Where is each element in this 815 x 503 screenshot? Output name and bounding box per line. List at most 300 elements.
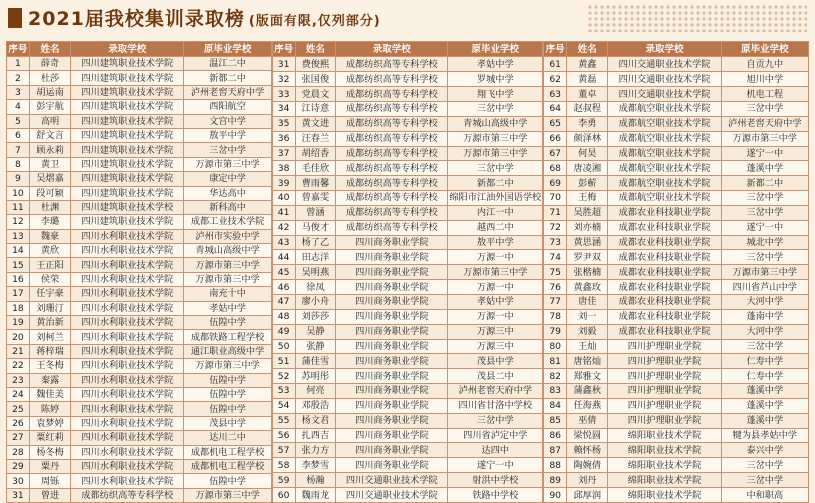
no-cell: 66 (544, 131, 567, 146)
name-cell: 粟红莉 (29, 431, 70, 445)
table-row (7, 244, 272, 258)
name-cell: 杜渊 (29, 200, 70, 214)
origin-school-cell: 通江职业高级中学 (184, 344, 271, 358)
column-header-origin: 原毕业学校 (448, 42, 543, 57)
table-row (7, 272, 272, 286)
name-cell: 胡绍香 (295, 146, 336, 161)
table-header-row (544, 42, 809, 57)
origin-school-cell: 铁路中学校 (448, 487, 543, 502)
name-cell: 吴明燕 (295, 265, 336, 280)
no-cell: 16 (7, 272, 30, 286)
no-cell: 40 (272, 191, 295, 206)
no-cell: 61 (544, 57, 567, 72)
table-row (7, 474, 272, 488)
name-cell: 汪春兰 (295, 131, 336, 146)
table-row (544, 176, 809, 191)
name-cell: 袁梦婷 (29, 416, 70, 430)
no-cell: 19 (7, 316, 30, 330)
table-row (544, 131, 809, 146)
table-row (272, 280, 543, 295)
table-row (272, 384, 543, 399)
name-cell: 王灿 (567, 339, 608, 354)
table-row (7, 143, 272, 157)
admitted-school-cell: 四川商务职业学院 (336, 339, 448, 354)
origin-school-cell: 伍隍中学 (184, 387, 271, 401)
admitted-school-cell: 成都纺织高等专科学校 (336, 161, 448, 176)
origin-school-cell: 罗城中学 (448, 72, 543, 87)
column-header-admitted: 录取学校 (608, 42, 721, 57)
admitted-school-cell: 四川建筑职业技术学院 (71, 172, 184, 186)
name-cell: 刘莎莎 (295, 309, 336, 324)
no-cell: 52 (272, 369, 295, 384)
name-cell: 赵叔程 (567, 102, 608, 117)
origin-school-cell: 成都工业技术学院 (184, 215, 271, 229)
table-row (272, 235, 543, 250)
admitted-school-cell: 成都农业科技职业学院 (608, 250, 721, 265)
table-row (7, 114, 272, 128)
origin-school-cell: 蓬溪中学 (721, 413, 808, 428)
admitted-school-cell: 四川商务职业学院 (336, 294, 448, 309)
origin-school-cell: 蓬溪中学 (721, 398, 808, 413)
name-cell: 刘一 (567, 309, 608, 324)
name-cell: 田志洋 (295, 250, 336, 265)
name-cell: 扎西吉 (295, 428, 336, 443)
table-row (544, 473, 809, 488)
table-row (544, 102, 809, 117)
name-cell: 刘柯兰 (29, 330, 70, 344)
origin-school-cell: 泸州老窖天府中学 (448, 384, 543, 399)
admitted-school-cell: 成都农业科技职业学院 (608, 205, 721, 220)
table-row (544, 354, 809, 369)
no-cell: 9 (7, 172, 30, 186)
admitted-school-cell: 成都农业科技职业学院 (608, 324, 721, 339)
table-row (7, 57, 272, 71)
no-cell: 83 (544, 384, 567, 399)
admitted-school-cell: 四川建筑职业技术学院 (71, 71, 184, 85)
table-row (7, 445, 272, 459)
origin-school-cell: 伍隍中学 (184, 402, 271, 416)
admitted-school-cell: 成都纺织高等专科学校 (336, 205, 448, 220)
no-cell: 38 (272, 161, 295, 176)
name-cell: 唐凌湘 (567, 161, 608, 176)
table-row (272, 131, 543, 146)
table-row (272, 473, 543, 488)
no-cell: 76 (544, 280, 567, 295)
no-cell: 1 (7, 57, 30, 71)
origin-school-cell: 犍为县孝姑中学 (721, 428, 808, 443)
name-cell: 陶婉倩 (567, 458, 608, 473)
admitted-school-cell: 成都纺织高等专科学校 (71, 488, 184, 502)
no-cell: 47 (272, 294, 295, 309)
no-cell: 71 (544, 205, 567, 220)
admitted-school-cell: 四川护理职业学院 (608, 354, 721, 369)
column-header-name: 姓名 (29, 42, 70, 57)
table-row (544, 280, 809, 295)
origin-school-cell: 万源市第三中学 (721, 131, 808, 146)
admitted-school-cell: 成都纺织高等专科学校 (336, 72, 448, 87)
origin-school-cell: 三岔中学 (721, 191, 808, 206)
origin-school-cell: 蓬溪中学 (721, 161, 808, 176)
table-row (544, 265, 809, 280)
origin-school-cell: 三岔中学 (448, 161, 543, 176)
table-row (7, 431, 272, 445)
no-cell: 20 (7, 330, 30, 344)
admitted-school-cell: 四川商务职业学院 (336, 250, 448, 265)
no-cell: 46 (272, 280, 295, 295)
table-row (7, 157, 272, 171)
admitted-school-cell: 成都农业科技职业学院 (608, 280, 721, 295)
origin-school-cell: 成都机电工程学校 (184, 445, 271, 459)
name-cell: 杨文君 (295, 413, 336, 428)
admitted-school-cell: 四川水利职业技术学院 (71, 402, 184, 416)
table-row (544, 339, 809, 354)
origin-school-cell: 万源一中 (448, 309, 543, 324)
name-cell: 杨瀚 (295, 473, 336, 488)
origin-school-cell: 遂宁一中 (721, 220, 808, 235)
name-cell: 黄思涵 (567, 235, 608, 250)
name-cell: 侯荣 (29, 272, 70, 286)
origin-school-cell: 伍隍中学 (184, 373, 271, 387)
table-row (7, 287, 272, 301)
origin-school-cell: 三岔中学 (448, 102, 543, 117)
no-cell: 13 (7, 229, 30, 243)
table-row (544, 369, 809, 384)
name-cell: 彭蕲 (567, 176, 608, 191)
origin-school-cell: 遂宁一中 (448, 458, 543, 473)
column-header-admitted: 录取学校 (336, 42, 448, 57)
admitted-school-cell: 四川水利职业技术学院 (71, 316, 184, 330)
no-cell: 58 (272, 458, 295, 473)
table-row (544, 309, 809, 324)
origin-school-cell: 万源市第三中学 (721, 265, 808, 280)
table-row (544, 458, 809, 473)
table-row (544, 487, 809, 502)
table-row (7, 316, 272, 330)
origin-school-cell: 四川省芦山中学 (721, 280, 808, 295)
no-cell: 29 (7, 459, 30, 473)
admitted-school-cell: 绵阳职业技术学院 (608, 458, 721, 473)
table-row (272, 205, 543, 220)
table-row (544, 428, 809, 443)
origin-school-cell: 泸州老窖天府中学 (184, 85, 271, 99)
origin-school-cell: 新都二中 (448, 176, 543, 191)
admitted-school-cell: 四川护理职业学院 (608, 398, 721, 413)
name-cell: 蒲佳雪 (295, 354, 336, 369)
name-cell: 任海燕 (567, 398, 608, 413)
admitted-school-cell: 成都纺织高等专科学校 (336, 131, 448, 146)
admitted-school-cell: 四川水利职业技术学院 (71, 330, 184, 344)
name-cell: 赖怀杨 (567, 443, 608, 458)
origin-school-cell: 三岔中学 (184, 143, 271, 157)
no-cell: 18 (7, 301, 30, 315)
origin-school-cell: 四川省泸定中学 (448, 428, 543, 443)
admitted-school-cell: 四川建筑职业技术学院 (71, 186, 184, 200)
origin-school-cell: 大河中学 (721, 324, 808, 339)
admitted-school-cell: 成都纺织高等专科学校 (336, 146, 448, 161)
name-cell: 刘丹 (567, 473, 608, 488)
name-cell: 党晨文 (295, 87, 336, 102)
no-cell: 39 (272, 176, 295, 191)
table-row (272, 428, 543, 443)
no-cell: 51 (272, 354, 295, 369)
column-header-admitted: 录取学校 (71, 42, 184, 57)
column-header-name: 姓名 (295, 42, 336, 57)
admitted-school-cell: 成都农业科技职业学院 (608, 235, 721, 250)
admitted-school-cell: 四川建筑职业技术学院 (71, 114, 184, 128)
admitted-school-cell: 四川护理职业学院 (608, 413, 721, 428)
admitted-school-cell: 四川护理职业学院 (608, 384, 721, 399)
no-cell: 87 (544, 443, 567, 458)
origin-school-cell: 三岔中学 (721, 250, 808, 265)
table-row (7, 172, 272, 186)
name-cell: 李勇 (567, 116, 608, 131)
name-cell: 黄鑫玫 (567, 280, 608, 295)
table-row (272, 102, 543, 117)
table-row (544, 191, 809, 206)
no-cell: 7 (7, 143, 30, 157)
origin-school-cell: 仁寿中学 (721, 354, 808, 369)
origin-school-cell: 成都铁路工程学校 (184, 330, 271, 344)
name-cell: 张力方 (295, 443, 336, 458)
origin-school-cell: 泸州市实验中学 (184, 229, 271, 243)
name-cell: 黄卫 (29, 157, 70, 171)
origin-school-cell: 遂宁一中 (721, 146, 808, 161)
origin-school-cell: 康定中学 (184, 172, 271, 186)
origin-school-cell: 万源市第三中学 (184, 258, 271, 272)
table-row (7, 359, 272, 373)
table-row (272, 354, 543, 369)
name-cell: 蒲鑫秋 (567, 384, 608, 399)
table-row (7, 229, 272, 243)
origin-school-cell: 射洪中学校 (448, 473, 543, 488)
name-cell: 王冬梅 (29, 359, 70, 373)
no-cell: 79 (544, 324, 567, 339)
table-row (272, 309, 543, 324)
no-cell: 63 (544, 87, 567, 102)
name-cell: 王梅 (567, 191, 608, 206)
table-row (544, 161, 809, 176)
origin-school-cell: 万源市第三中学 (184, 272, 271, 286)
no-cell: 15 (7, 258, 30, 272)
admitted-school-cell: 四川商务职业学院 (336, 369, 448, 384)
no-cell: 53 (272, 384, 295, 399)
table-header-row (7, 42, 272, 57)
table-row (7, 387, 272, 401)
origin-school-cell: 万源市第三中学 (184, 488, 271, 502)
no-cell: 32 (272, 72, 295, 87)
name-cell: 罗尹双 (567, 250, 608, 265)
origin-school-cell: 万源市第三中学 (448, 265, 543, 280)
origin-school-cell: 敖平中学 (184, 128, 271, 142)
no-cell: 74 (544, 250, 567, 265)
no-cell: 80 (544, 339, 567, 354)
name-cell: 段可颖 (29, 186, 70, 200)
name-cell: 颜泽林 (567, 131, 608, 146)
name-cell: 高明 (29, 114, 70, 128)
origin-school-cell: 中和职高 (721, 487, 808, 502)
admitted-school-cell: 成都农业科技职业学院 (608, 265, 721, 280)
no-cell: 41 (272, 205, 295, 220)
origin-school-cell: 翔飞中学 (448, 87, 543, 102)
origin-school-cell: 敖平中学 (448, 235, 543, 250)
table-row (544, 384, 809, 399)
origin-school-cell: 华达高中 (184, 186, 271, 200)
no-cell: 27 (7, 431, 30, 445)
name-cell: 唐佳 (567, 294, 608, 309)
table-row (272, 87, 543, 102)
origin-school-cell: 伍隍中学 (184, 474, 271, 488)
name-cell: 周铄 (29, 474, 70, 488)
admitted-school-cell: 四川水利职业技术学院 (71, 272, 184, 286)
admitted-school-cell: 成都纺织高等专科学校 (336, 102, 448, 117)
no-cell: 86 (544, 428, 567, 443)
no-cell: 31 (272, 57, 295, 72)
no-cell: 45 (272, 265, 295, 280)
table-row (544, 294, 809, 309)
origin-school-cell: 三岔中学 (721, 102, 808, 117)
origin-school-cell: 青城山高级中学 (448, 116, 543, 131)
origin-school-cell: 青城山高级中学 (184, 244, 271, 258)
no-cell: 88 (544, 458, 567, 473)
header (0, 0, 815, 36)
name-cell: 刘亦楠 (567, 220, 608, 235)
title-bar-decoration (8, 8, 22, 28)
name-cell: 张静 (295, 339, 336, 354)
no-cell: 3 (7, 85, 30, 99)
table-row (272, 369, 543, 384)
admitted-school-cell: 四川商务职业学院 (336, 280, 448, 295)
name-cell: 彭宇航 (29, 100, 70, 114)
table-row (7, 85, 272, 99)
admitted-school-cell: 四川水利职业技术学院 (71, 445, 184, 459)
no-cell: 90 (544, 487, 567, 502)
table-row (272, 250, 543, 265)
no-cell: 85 (544, 413, 567, 428)
no-cell: 50 (272, 339, 295, 354)
origin-school-cell: 达川二中 (184, 431, 271, 445)
admitted-school-cell: 成都纺织高等专科学校 (336, 176, 448, 191)
admitted-school-cell: 成都航空职业技术学院 (608, 102, 721, 117)
table-row (272, 191, 543, 206)
no-cell: 11 (7, 200, 30, 214)
admitted-school-cell: 四川水利职业技术学院 (71, 373, 184, 387)
table-row (7, 200, 272, 214)
origin-school-cell: 自贡九中 (721, 57, 808, 72)
origin-school-cell: 三岔中学 (721, 339, 808, 354)
column-header-no: 序号 (544, 42, 567, 57)
name-cell: 曹雨馨 (295, 176, 336, 191)
table-row (544, 116, 809, 131)
no-cell: 30 (7, 474, 30, 488)
table-row (544, 57, 809, 72)
table-row (544, 146, 809, 161)
admitted-school-cell: 四川建筑职业技术学院 (71, 157, 184, 171)
admitted-school-cell: 成都纺织高等专科学校 (336, 87, 448, 102)
origin-school-cell: 绵阳市江油外国语学校 (449, 192, 542, 204)
admitted-school-cell: 四川交通职业技术学院 (336, 487, 448, 502)
table-row (7, 100, 272, 114)
no-cell: 48 (272, 309, 295, 324)
admitted-school-cell: 四川水利职业技术学院 (71, 244, 184, 258)
no-cell: 12 (7, 215, 30, 229)
no-cell: 17 (7, 287, 30, 301)
table-row (7, 416, 272, 430)
no-cell: 36 (272, 131, 295, 146)
name-cell: 廖小舟 (295, 294, 336, 309)
name-cell: 魏豪 (29, 229, 70, 243)
page-title: 2021届我校集训录取榜 (版面有限,仅列部分) (28, 8, 381, 30)
table-row (272, 176, 543, 191)
name-cell: 邓殷浩 (295, 398, 336, 413)
no-cell: 56 (272, 428, 295, 443)
table-row (7, 330, 272, 344)
admitted-school-cell: 成都农业科技职业学院 (608, 309, 721, 324)
name-cell: 任宇豪 (29, 287, 70, 301)
admission-table-3 (543, 41, 809, 503)
no-cell: 28 (7, 445, 30, 459)
name-cell: 李梦雪 (295, 458, 336, 473)
name-cell: 舒文言 (29, 128, 70, 142)
no-cell: 31 (7, 488, 30, 502)
admitted-school-cell: 成都纺织高等专科学校 (336, 116, 448, 131)
admitted-school-cell: 四川建筑职业技术学校 (71, 200, 184, 214)
name-cell: 曾进 (29, 488, 70, 502)
origin-school-cell: 万源一中 (448, 250, 543, 265)
name-cell: 巫倩 (567, 413, 608, 428)
admitted-school-cell: 成都纺织高等专科学校 (336, 220, 448, 235)
table-row (544, 220, 809, 235)
name-cell: 刘珊汀 (29, 301, 70, 315)
name-cell: 张国俊 (295, 72, 336, 87)
origin-school-cell: 旭川中学 (721, 72, 808, 87)
column-header-origin: 原毕业学校 (721, 42, 808, 57)
no-cell: 24 (7, 387, 30, 401)
admitted-school-cell: 成都航空职业技术学院 (608, 161, 721, 176)
admitted-school-cell: 四川商务职业学院 (336, 309, 448, 324)
table-row (7, 128, 272, 142)
admitted-school-cell: 四川商务职业学院 (336, 265, 448, 280)
no-cell: 60 (272, 487, 295, 502)
no-cell: 4 (7, 100, 30, 114)
origin-school-cell: 万源市第三中学 (448, 146, 543, 161)
origin-school-cell: 仁寿中学 (721, 369, 808, 384)
no-cell: 25 (7, 402, 30, 416)
origin-school-cell: 茂县中学 (448, 354, 543, 369)
no-cell: 59 (272, 473, 295, 488)
origin-school-cell: 机电工程 (721, 87, 808, 102)
admitted-school-cell: 绵阳职业技术学院 (608, 428, 721, 443)
table-row (544, 398, 809, 413)
admitted-school-cell: 四川交通职业技术学院 (608, 72, 721, 87)
table-row (272, 339, 543, 354)
no-cell: 21 (7, 344, 30, 358)
no-cell: 33 (272, 87, 295, 102)
table-row (7, 258, 272, 272)
no-cell: 42 (272, 220, 295, 235)
admitted-school-cell: 四川建筑职业技术学院 (71, 85, 184, 99)
name-cell: 蒋梓瑞 (29, 344, 70, 358)
table-row (272, 72, 543, 87)
name-cell: 曾涵 (295, 205, 336, 220)
origin-school-cell: 三岔中学 (721, 458, 808, 473)
admitted-school-cell: 四川水利职业技术学院 (71, 344, 184, 358)
table-row (272, 146, 543, 161)
no-cell: 77 (544, 294, 567, 309)
table-row (272, 220, 543, 235)
origin-school-cell: 成都机电工程学校 (184, 459, 271, 473)
admitted-school-cell: 四川水利职业技术学院 (71, 229, 184, 243)
no-cell: 64 (544, 102, 567, 117)
